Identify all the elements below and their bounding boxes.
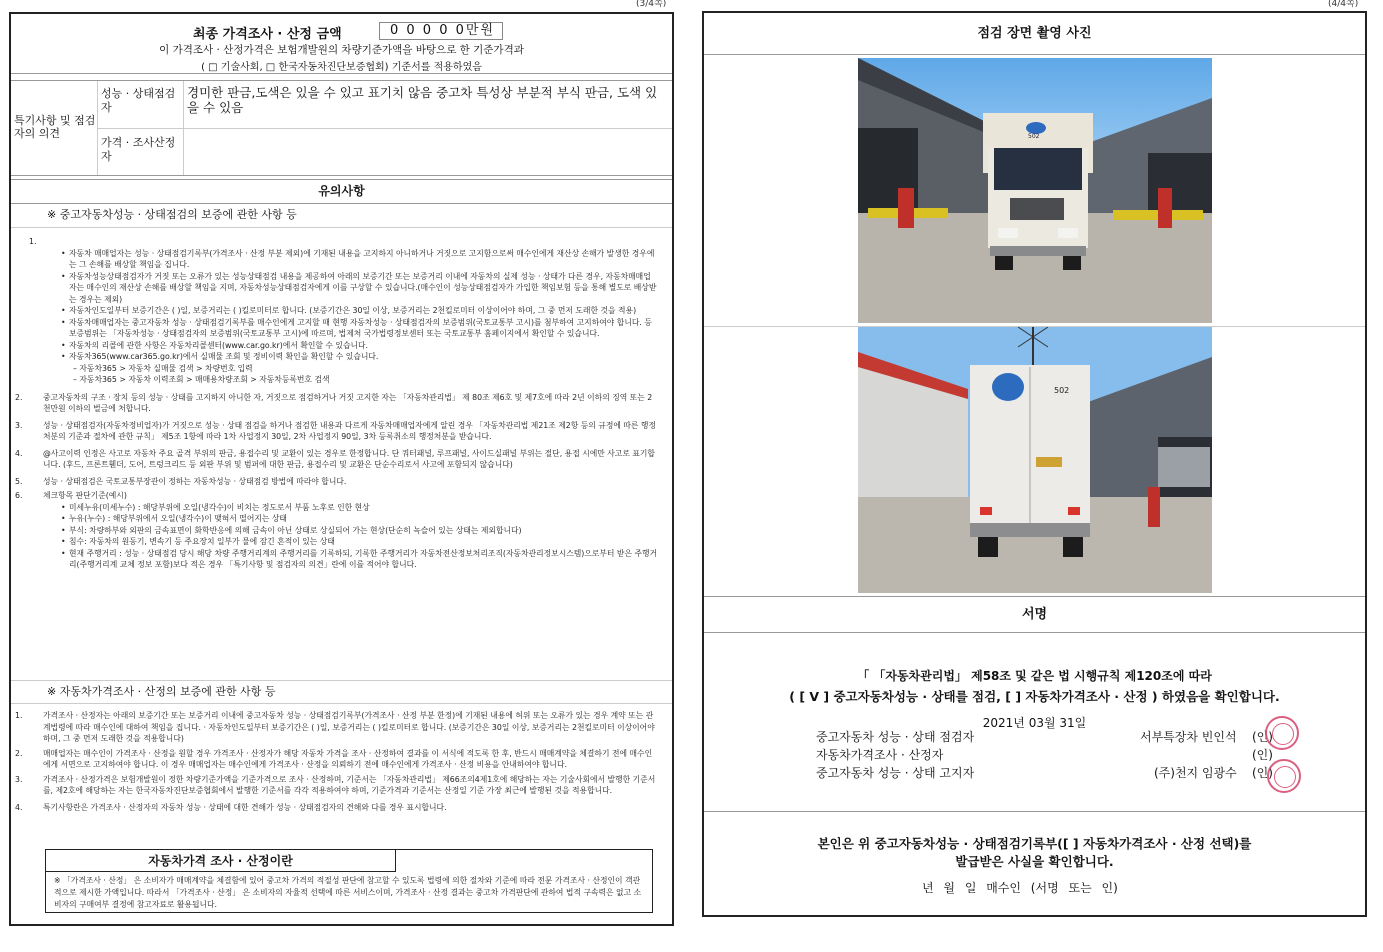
price-note: 이 가격조사 · 산정가격은 보험개발원의 차량기준가액을 바탕으로 한 기준가격과 — [159, 44, 524, 56]
definition-title: 자동차가격 조사 · 산정이란 — [46, 850, 396, 872]
signature-section-title: 서명 — [704, 597, 1365, 633]
confirm-line: 발급받은 사실을 확인합니다. — [955, 854, 1114, 869]
signer-name: 서부특장차 빈인석 — [1140, 730, 1237, 744]
list-item: • 자동차365(www.car365.go.kr)에서 실매물 조회 및 정비이력 확인을 확인할 수 있습니다. — [29, 351, 658, 363]
numbered-item — [15, 420, 658, 443]
inspection-form-page-3 — [9, 12, 674, 926]
seal-mark: (인) — [1252, 730, 1273, 744]
section-heading: ※ 자동차가격조사 · 산정의 보증에 관한 사항 등 — [47, 685, 276, 698]
buyer-confirmation — [704, 835, 1365, 871]
caution-title: 유의사항 — [11, 180, 672, 204]
section-price-guarantee — [11, 680, 672, 704]
item-number: 1. — [29, 237, 37, 246]
item-number: 5. — [15, 476, 23, 486]
item-number: 2. — [15, 748, 23, 758]
inspection-declaration — [704, 667, 1365, 731]
signer-role: 자동차가격조사 · 산정자 — [816, 748, 944, 762]
price-title: 최종 가격조사 · 산정 금액 — [193, 27, 342, 42]
seal-mark: (인) — [1252, 748, 1273, 762]
item-text: 성능 · 상태점검은 국토교통부장관이 정하는 자동차성능 · 상태점검 방법에 따라야 합니다. — [43, 476, 347, 486]
item-text: 체크항목 판단기준(예시) — [43, 491, 127, 500]
item-text: 특기사항란은 가격조사 · 산정자의 자동차 성능 · 상태에 대한 견해가 성능 · 상태점검자의 견해와 다를 경우 표시합니다. — [43, 802, 447, 812]
item-text: 중고자동차의 구조 · 장치 등의 성능 · 상태를 고지하지 아니한 자, 거짓으로 점검하거나 거짓 고지한 자는 「자동차관리법」 제 80조 제6호 및 제7호에 따라 2년 이하의 징역 또는 2천만원 이하의 벌금에 처합니다. — [43, 392, 653, 413]
rear-inspection-photo — [858, 327, 1212, 593]
truck-number-rear: 502 — [1054, 386, 1070, 395]
numbered-item — [15, 710, 658, 745]
seal-stamp — [1265, 716, 1299, 750]
price-definition-box — [45, 849, 653, 913]
divider — [97, 128, 672, 129]
item-text: @사고이력 인정은 사고로 자동차 주요 골격 부위의 판금, 용접수리 및 교환이 있는 경우로 한정합니다. 단 쿼터패널, 루프패널, 사이드실패널 부위는 절단, 용접 시에만 사고로 표기합니다. (후드, 프론트휀더, 도어, 트렁크리드 등 외판 부위 및 범퍼에 대한 판금, 용접수리 및 교환은 단순수리로서 사고에 포함되지 않습니다) — [43, 448, 655, 469]
numbered-item — [15, 490, 658, 502]
confirm-line: 본인은 위 중고자동차성능 · 상태점검기록부([ ] 자동차가격조사 · 산정 선택)를 — [817, 836, 1252, 851]
front-inspection-photo — [858, 58, 1212, 323]
opinion-label: 특기사항 및 점검자의 의견 — [14, 114, 96, 140]
photo-section-title: 점검 장면 촬영 사진 — [704, 13, 1365, 55]
truck-front-image — [858, 58, 1212, 323]
page-number-left: (3/4쪽) — [636, 0, 667, 9]
signer-role: 중고자동차 성능 · 상태 고지자 — [816, 766, 975, 780]
divider — [704, 811, 1365, 812]
seal-mark: (인) — [1252, 766, 1273, 780]
list-item: • 미세누유(미세누수) : 해당부위에 오일(냉각수)이 비치는 정도로서 부품 노후로 인한 현상 — [29, 502, 658, 514]
signer-name: (주)천지 임광수 — [1154, 766, 1237, 780]
price-section — [11, 14, 672, 74]
price-assessor-label: 가격 · 조사산정자 — [101, 136, 176, 163]
law-reference: 「 「자동차관리법」 제58조 및 같은 법 시행규칙 제120조에 따라 — [857, 669, 1212, 683]
list-item: • 자동차매매업자는 중고자동차 성능 · 상태점검기록부를 매수인에게 고지할 때 현행 자동차성능 · 상태점검자의 보증범위(국토교통부 고시)를 첨부하여 고지하여야 합니다. 등 보증범위는 「자동차성능 · 상태점검자의 보증범위(국토교통부 고시)에 따르며, 법제처 국가법령정보센터 또는 국토교통부 홈페이지에서 확인할 수 있습니다. — [29, 317, 658, 340]
performance-inspector-opinion: 경미한 판금,도색은 있을 수 있고 표기치 않음 중고차 특성상 부분적 부식 판금, 도색 있을 수 있음 — [187, 85, 658, 115]
caution-section — [11, 179, 672, 917]
list-item: • 자동차 매매업자는 성능 · 상태점검기록부(가격조사 · 산정 부분 제외)에 기재된 내용을 고지하지 아니하거나 거짓으로 고지함으로써 매수인에게 재산상 손해가 발생한 경우에는 그 손해를 배상할 책임을 집니다. — [29, 248, 658, 271]
list-item: • 현재 주행거리 : 성능 · 상태점검 당시 해당 차량 주행거리계의 주행거리를 기록하되, 기록한 주행거리가 자동차전산정보처리조직(자동차관리정보시스템)으로부터 받은 주행거리(주행거리계 교체 정보 포함)보다 적은 경우 「특기사항 및 점검자의 의견」란에 이를 적어야 합니다. — [29, 548, 658, 571]
truck-number-front: 502 — [1028, 133, 1040, 140]
numbered-item — [15, 774, 658, 797]
item-number: 3. — [15, 420, 23, 430]
price-guarantee-text — [15, 710, 658, 813]
item-number: 4. — [15, 448, 23, 458]
inspection-form-page-4 — [702, 11, 1367, 917]
numbered-item — [15, 448, 658, 471]
performance-inspector-label: 성능 · 상태점검자 — [101, 87, 176, 114]
price-standard-note: ( □ 기술사회, □ 한국자동차진단보증협회) 기준서를 적용하였음 — [201, 62, 482, 73]
performance-guarantee-text — [15, 236, 658, 571]
item-number: 1. — [15, 711, 23, 720]
item-text: 매매업자는 매수인이 가격조사 · 산정을 원할 경우 가격조사 · 산정자가 해당 자동차 가격을 조사 · 산정하여 결과를 이 서식에 적도록 한 후, 반드시 매매계약을 체결하기 전에 매수인에게 서면으로 고지하여야 합니다. 이 경우 매매업자는 매수인에게 가격조사 · 산정을 의뢰하기 전에 매수인에게 가격조사 · 산정 비용을 안내하여야 합니다. — [43, 748, 653, 769]
item-number: 2. — [15, 392, 23, 402]
item-number: 6. — [15, 491, 23, 500]
price-amount-box — [379, 22, 503, 40]
list-item: • 자동차의 리콜에 관한 사항은 자동차리콜센터(www.car.go.kr)에서 확인할 수 있습니다. — [29, 340, 658, 352]
page-number-right: (4/4쪽) — [1328, 0, 1359, 9]
price-amount: 0 0 0 0 0 — [390, 23, 466, 38]
item-text: 가격조사 · 산정가격은 보험개발원이 정한 차량기준가액을 기준가격으로 조사 · 산정하며, 기준서는 「자동차관리법」 제66조의4제1호에 해당하는 자는 기술사회에서 발행한 기준서를, 제2호에 해당하는 자는 한국자동차진단보증협회에서 발행한 기준서를 각각 적용하여야 하며, 기준가격과 기준서는 산정일 기준 가장 최근에 발행된 것을 적용합니다. — [43, 774, 656, 795]
item-text: 성능 · 상태점검자(자동차정비업자)가 거짓으로 성능 · 상태 점검을 하거나 점검한 내용과 다르게 자동차매매업자에게 알린 경우 「자동차관리법 제21조 제2항 등의 규정에 따른 행정처분의 기준과 절차에 관한 규칙」 제5조 1항에 따라 1차 사업정지 30일, 2차 사업정지 90일, 3차 등록취소의 행정처분을 받습니다. — [43, 420, 656, 441]
signature-date: 2021년 03월 31일 — [982, 716, 1087, 730]
definition-text: ※ 「가격조사 · 산정」 은 소비자가 매매계약을 체결함에 있어 중고차 가격의 적절성 판단에 참고할 수 있도록 법령에 의한 절차와 기준에 따라 전문 가격조사 · 산정인이 객관적으로 제시한 가액입니다. 따라서 「가격조사 · 산정」 은 소비자의 자율적 선택에 따른 서비스이며, 가격조사 · 산정 결과는 중고차 가격판단에 관하여 법적 구속력은 없고 소비자의 구매여부 결정에 참고자료로 활용됩니다. — [54, 876, 642, 909]
signer-role: 중고자동차 성능 · 상태 점검자 — [816, 730, 975, 744]
inspection-confirmation: ( [ V ] 중고자동차성능 · 상태를 점검, [ ] 자동차가격조사 · 산정 ) 하였음을 확인합니다. — [789, 689, 1280, 704]
item-text: 가격조사 · 산정자는 아래의 보증기간 또는 보증거리 이내에 중고자동차 성능 · 상태점검기록부(가격조사 · 산정 부분 한정)에 기재된 내용에 허위 또는 오류가 있는 경우 계약 또는 관계법령에 따라 매수인에 대하여 책임을 집니다. · 자동차인도일부터 보증기간은 ( )일, 보증거리는 ( )킬로미터로 합니다. (보증기간은 30일 이상, 보증거리는 2천킬로미터 이상이어야 하며, 그 중 먼저 도래한 것을 적용합니다) — [43, 711, 655, 743]
list-item: – 자동차365 > 자동차 실매물 검색 > 차량번호 입력 — [73, 363, 253, 373]
item-number: 4. — [15, 802, 23, 812]
numbered-item — [15, 802, 658, 814]
numbered-item — [15, 476, 658, 488]
price-unit: 만원 — [465, 23, 496, 38]
item-number: 3. — [15, 774, 23, 784]
numbered-item — [15, 392, 658, 415]
list-item: • 부식: 차량하부와 외판의 금속표면이 화학반응에 의해 금속이 아닌 상태로 상실되어 가는 현상(단순히 녹슬어 있는 상태는 제외합니다) — [29, 525, 658, 537]
list-item: • 누유(누수) : 해당부위에서 오일(냉각수)이 맺혀서 떨어지는 상태 — [29, 513, 658, 525]
section-performance-guarantee — [11, 204, 672, 228]
seal-stamp — [1267, 759, 1301, 793]
list-item: – 자동차365 > 자동차 이력조회 > 매매용차량조회 > 자동차등록번호 검색 — [73, 375, 330, 384]
list-item: • 자동차성능상태점검자가 거짓 또는 오류가 있는 성능상태점검 내용을 제공하여 아래의 보증기간 또는 보증거리 이내에 자동차의 실제 성능 · 상태가 다른 경우, 자동차매매업자는 매수인의 재산상 손해를 배상할 책임을 지며, 자동차성능상태점검자에게 이를 구상할 수 있습니다.(매수인이 성능상태점검자가 가입한 책임보험 등을 통해 별도로 배상받는 경우는 제외) — [29, 271, 658, 306]
numbered-item — [15, 748, 658, 771]
section-heading: ※ 중고자동차성능 · 상태점검의 보증에 관한 사항 등 — [47, 208, 297, 221]
opinion-section — [11, 80, 672, 176]
truck-rear-image — [858, 327, 1212, 593]
buyer-signature-line: 년 월 일 매수인 (서명 또는 인) — [922, 881, 1118, 895]
list-item: • 자동차인도일부터 보증기간은 ( )일, 보증거리는 ( )킬로미터로 합니다. (보증기간은 30일 이상, 보증거리는 2천킬로미터 이상이어야 하며, 그 중 먼저 도래한 것을 적용) — [29, 305, 658, 317]
list-item: • 침수: 자동차의 원동기, 변속기 등 주요장치 일부가 물에 잠긴 흔적이 있는 상태 — [29, 536, 658, 548]
